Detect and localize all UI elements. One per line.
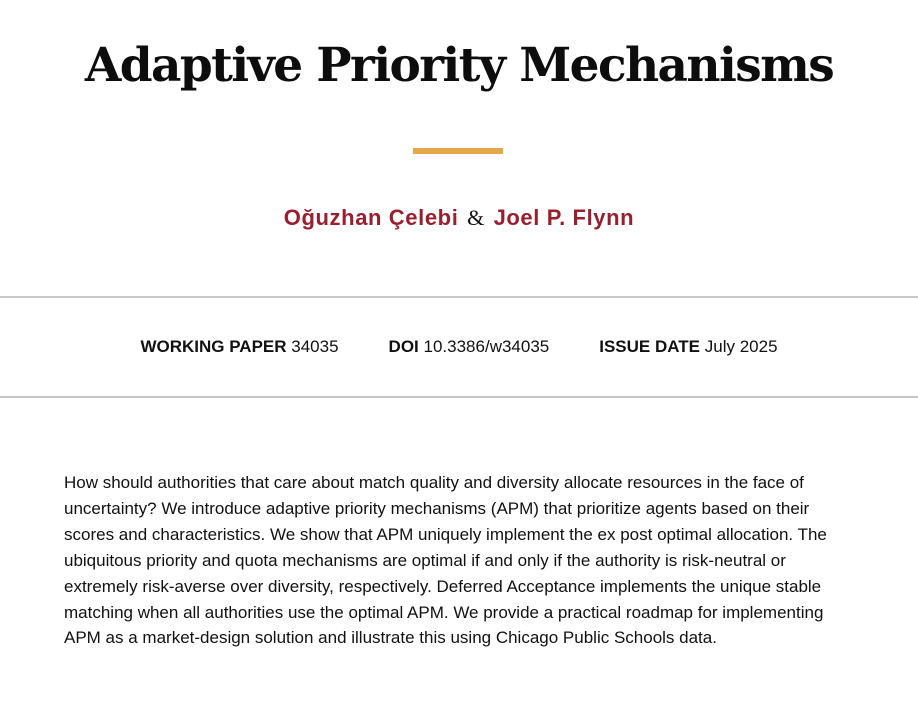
working-paper-label: WORKING PAPER <box>140 337 287 356</box>
issue-date-label: ISSUE DATE <box>599 337 701 356</box>
page-title: Adaptive Priority Mechanisms <box>84 38 834 93</box>
author-link-flynn[interactable]: Joel P. Flynn <box>493 205 635 230</box>
doi <box>389 336 550 358</box>
working-paper-number <box>140 336 338 358</box>
title-accent-rule <box>413 148 503 154</box>
issue-date <box>599 336 777 358</box>
divider-top <box>0 296 918 298</box>
abstract-text: How should authorities that care about match quality and diversity allocate resources in the face of uncertainty? We introduce adaptive priority mechanisms (APM) that prioritize agents based on their scores and characteristics. We show that APM uniquely implement the ex post optimal allocation. The ubiquitous priority and quota mechanisms are optimal if and only if the authority is risk-neutral or extremely risk-averse over diversity, respectively. Deferred Acceptance implements the unique stable matching when all authorities use the optimal APM. We provide a practical roadmap for implementing APM as a market-design solution and illustrate this using Chicago Public Schools data. <box>64 473 827 648</box>
paper-meta-bar <box>0 336 918 358</box>
doi-value: 10.3386/w34035 <box>423 337 550 356</box>
author-link-celebi[interactable]: Oğuzhan Çelebi <box>283 205 459 230</box>
author-separator: & <box>467 205 485 230</box>
working-paper-value: 34035 <box>291 337 339 356</box>
author-list <box>0 203 918 233</box>
divider-bottom <box>0 396 918 398</box>
issue-date-value: July 2025 <box>704 337 778 356</box>
doi-label: DOI <box>388 337 419 356</box>
